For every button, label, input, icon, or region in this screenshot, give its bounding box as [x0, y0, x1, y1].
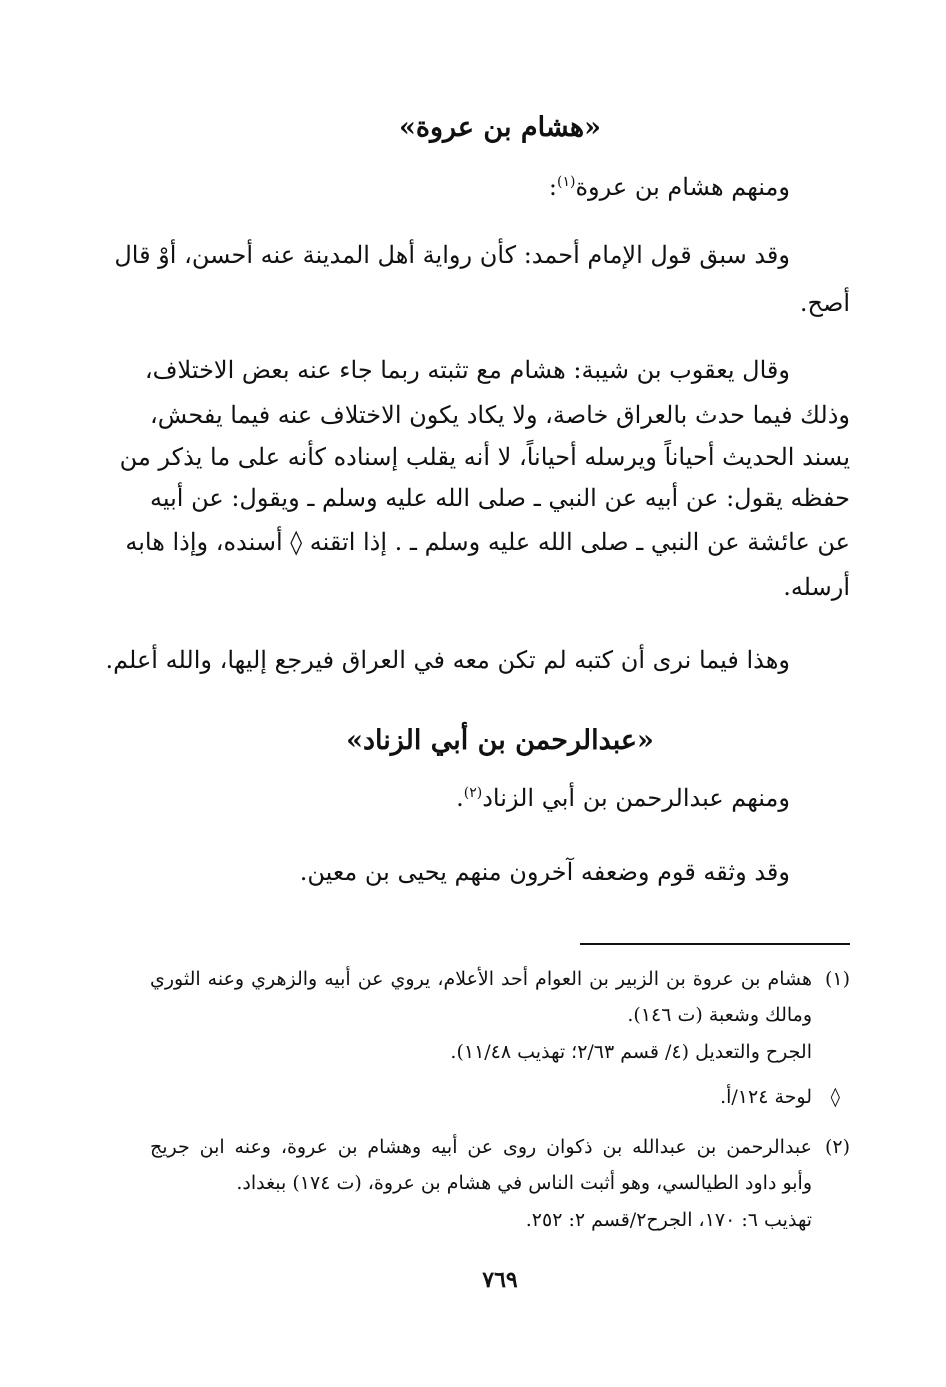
intro-line-abdurrahman — [456, 783, 790, 813]
section-heading-hisham: «هشام بن عروة» — [398, 112, 602, 143]
book-page — [105, 0, 850, 1387]
footnote-line: عبدالرحمن بن عبدالله بن ذكوان روى عن أبيه وهشام بن عروة، وعنه ابن جريج — [150, 1136, 812, 1158]
intro-line-hisham — [549, 172, 790, 202]
footnote-line: وأبو داود الطيالسي، وهو أثبت الناس في هشام بن عروة، (ت ١٧٤) ببغداد. — [236, 1172, 812, 1194]
intro-text: ومنهم هشام بن عروة — [575, 173, 790, 201]
footnote-line: الجرح والتعديل (٤/ قسم ٢/٦٣؛ تهذيب ١١/٤٨). — [450, 1041, 812, 1063]
paragraph-line: أصح. — [799, 289, 850, 317]
footnote-number-1: (١) — [824, 968, 850, 990]
paragraph-line: أرسله. — [783, 573, 850, 601]
footnote-ref-2: (٢) — [463, 785, 483, 801]
footnote-line: ومالك وشعبة (ت ١٤٦). — [627, 1004, 812, 1026]
footnote-line: هشام بن عروة بن الزبير بن العوام أحد الأعلام، يروي عن أبيه والزهري وعنه الثوري — [150, 968, 812, 990]
paragraph-line: يسند الحديث أحياناً ويرسله أحياناً، لا أنه يقلب إسناده كأنه على ما يذكر من — [119, 443, 850, 471]
paragraph-line: وقد سبق قول الإمام أحمد: كأن رواية أهل المدينة عنه أحسن، أوْ قال — [114, 241, 790, 269]
footnote-line: لوحة ١٢٤/أ. — [720, 1086, 812, 1108]
paragraph-line: وهذا فيما نرى أن كتبه لم تكن معه في العراق فيرجع إليها، والله أعلم. — [105, 646, 790, 674]
footnote-line: تهذيب ٦: ١٧٠، الجرح٢/قسم ٢: ٢٥٢. — [525, 1209, 812, 1231]
paragraph-line: عن عائشة عن النبي ـ صلى الله عليه وسلم ـ . إذا اتقنه ◊ أسنده، وإذا هابه — [125, 528, 850, 556]
footnote-ref-1: (١) — [557, 174, 576, 190]
paragraph-line: وقال يعقوب بن شيبة: هشام مع تثبته ربما جاء عنه بعض الاختلاف، — [144, 356, 790, 384]
section-heading-abdurrahman: «عبدالرحمن بن أبي الزناد» — [346, 725, 654, 756]
footnote-number-2: (٢) — [824, 1136, 850, 1158]
intro-punct: . — [456, 784, 464, 812]
intro-text: ومنهم عبدالرحمن بن أبي الزناد — [482, 784, 790, 812]
page-number: ٧٦٩ — [482, 1267, 518, 1293]
paragraph-line: حفظه يقول: عن أبيه عن النبي ـ صلى الله عليه وسلم ـ ويقول: عن أبيه — [150, 484, 850, 512]
paragraph-line: وذلك فيما حدث بالعراق خاصة، ولا يكاد يكون الاختلاف عنه فيما يفحش، — [149, 401, 850, 429]
footnote-marker-symbol: ◊ — [830, 1086, 840, 1108]
intro-punct: : — [548, 173, 557, 201]
paragraph-line: وقد وثقه قوم وضعفه آخرون منهم يحيى بن معين. — [299, 858, 790, 886]
footnote-separator — [580, 943, 850, 945]
